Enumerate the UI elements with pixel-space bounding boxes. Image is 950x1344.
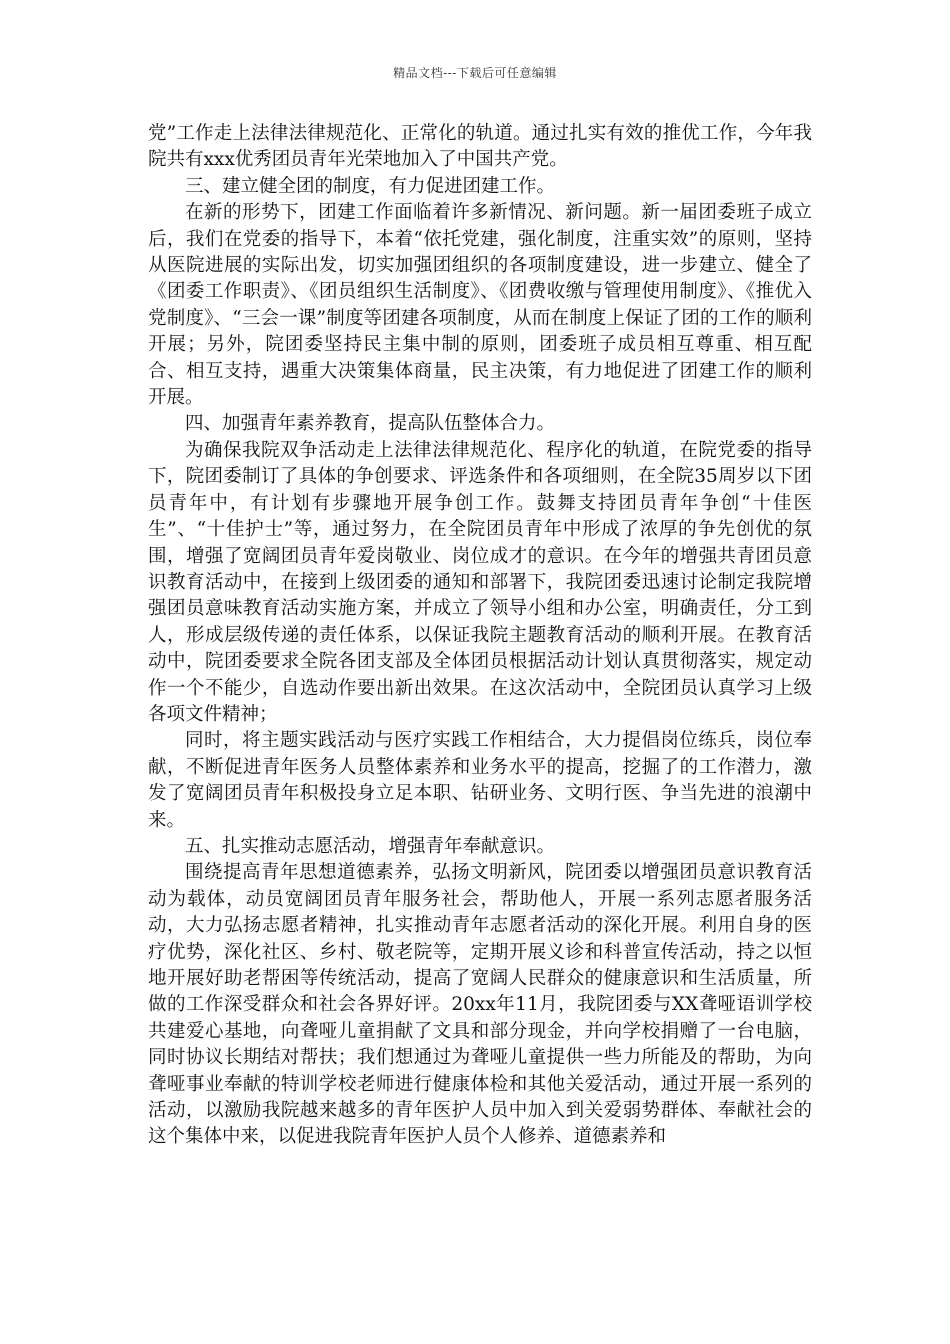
paragraph: 同时，将主题实践活动与医疗实践工作相结合，大力提倡岗位练兵，岗位奉献，不断促进青年医务人员整体素养和业务水平的提高，挖掘了的工作潜力，激发了宽阔团员青年积极投身立足本职、钻研业务、文明行医、争当先进的浪潮中来。 — [148, 730, 812, 831]
paragraph: 在新的形势下，团建工作面临着许多新情况、新问题。新一届团委班子成立后，我们在党委的指导下，本着“依托党建，强化制度，注重实效”的原则，坚持从医院进展的实际出发，切实加强团组织的各项制度建设，进一步建立、健全了《团委工作职责》、《团员组织生活制度》、《团费收缴与管理使用制度》、《推优入党制度》、“三会一课”制度等团建各项制度，从而在制度上保证了团的工作的顺利开展；另外，院团委坚持民主集中制的原则，团委班子成员相互尊重、相互配合、相互支持，遇重大决策集体商量，民主决策，有力地促进了团建工作的顺利开展。 — [148, 202, 812, 409]
section-heading-4: 四、加强青年素养教育，提高队伍整体合力。 — [185, 413, 556, 435]
section-heading-5: 五、扎实推动志愿活动，增强青年奉献意识。 — [185, 835, 556, 857]
paragraph: 为确保我院双争活动走上法律法律规范化、程序化的轨道，在院党委的指导下，院团委制订了具体的争创要求、评选条件和各项细则，在全院35周岁以下团员青年中，有计划有步骤地开展争创工作。鼓舞支持团员青年争创“十佳医生”、“十佳护士”等，通过努力，在全院团员青年中形成了浓厚的争先创优的氛围，增强了宽阔团员青年爱岗敬业、岗位成才的意识。在今年的增强共青团员意识教育活动中，在接到上级团委的通知和部署下，我院团委迅速讨论制定我院增强团员意味教育活动实施方案，并成立了领导小组和办公室，明确责任，分工到人，形成层级传递的责任体系，以保证我院主题教育活动的顺利开展。在教育活动中，院团委要求全院各团支部及全体团员根据活动计划认真贯彻落实，规定动作一个不能少，自选动作要出新出效果。在这次活动中，全院团员认真学习上级各项文件精神； — [148, 439, 812, 725]
paragraph-continuation: 党”工作走上法律法律规范化、正常化的轨道。通过扎实有效的推优工作，今年我院共有xxx优秀团员青年光荣地加入了中国共产党。 — [148, 123, 812, 171]
page-header: 精品文档---下载后可任意编辑 — [393, 66, 557, 80]
paragraph: 围绕提高青年思想道德素养，弘扬文明新风，院团委以增强团员意识教育活动为载体，动员宽阔团员青年服务社会，帮助他人，开展一系列志愿者服务活动，大力弘扬志愿者精神，扎实推动青年志愿者活动的深化开展。利用自身的医疗优势，深化社区、乡村、敬老院等，定期开展义诊和科普宣传活动，持之以恒地开展好助老帮困等传统活动，提高了宽阔人民群众的健康意识和生活质量，所做的工作深受群众和社会各界好评。20xx年11月，我院团委与XX聋哑语训学校共建爱心基地，向聋哑儿童捐献了文具和部分现金，并向学校捐赠了一台电脑，同时协议长期结对帮扶；我们想通过为聋哑儿童提供一些力所能及的帮助，为向聋哑事业奉献的特训学校老师进行健康体检和其他关爱活动，通过开展一系列的活动，以激励我院越来越多的青年医护人员中加入到关爱弱势群体、奉献社会的这个集体中来，以促进我院青年医护人员个人修养、道德素养和 — [148, 862, 812, 1148]
document-body — [148, 121, 812, 1151]
section-heading-3: 三、建立健全团的制度，有力促进团建工作。 — [185, 175, 556, 197]
